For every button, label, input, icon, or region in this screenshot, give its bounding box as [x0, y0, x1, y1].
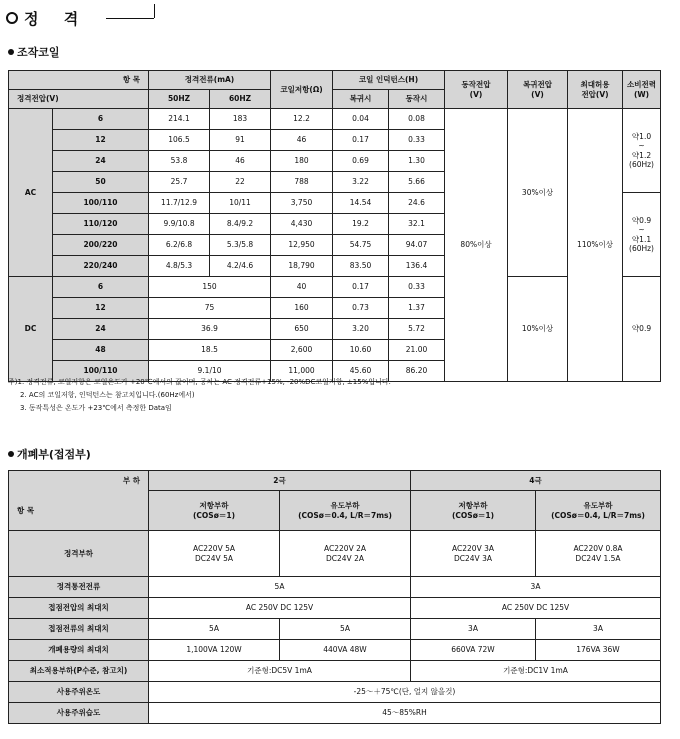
- page-header: [6, 4, 88, 32]
- max-contact-voltage-label: 접점전압의 최대치: [9, 598, 149, 619]
- pickup-voltage-value: 80%이상: [445, 109, 508, 382]
- dc-current-cell: 18.5: [149, 340, 271, 361]
- min-load-value: 기준형:DC5V 1mA: [149, 661, 411, 682]
- inductive-load-header: 유도부하 (COSø＝0.4, L/R＝7ms): [536, 491, 661, 531]
- note-line: 2. AC의 코일저항, 인덕턴스는 참고치입니다.(60Hz에서): [20, 391, 195, 399]
- current-50hz-cell: 4.8/5.3: [149, 256, 210, 277]
- resistance-cell: 650: [271, 319, 333, 340]
- resistance-cell: 4,430: [271, 214, 333, 235]
- rated-voltage-cell: 6: [53, 109, 149, 130]
- inductive-load-header: 유도부하 (COSø＝0.4, L/R＝7ms): [280, 491, 411, 531]
- max-capacity-value: 660VA 72W: [411, 640, 536, 661]
- current-60hz-cell: 46: [210, 151, 271, 172]
- resistive-load-header: 저항부하 (COSø＝1): [149, 491, 280, 531]
- rated-voltage-cell: 48: [53, 340, 149, 361]
- inductance-return-cell: 45.60: [333, 361, 389, 382]
- coil-section-heading: [8, 44, 60, 60]
- inductance-operate-cell: 5.66: [389, 172, 445, 193]
- resistance-cell: 18,790: [271, 256, 333, 277]
- inductance-return-cell: 0.73: [333, 298, 389, 319]
- current-60hz-cell: 8.4/9.2: [210, 214, 271, 235]
- max-contact-current-value: 3A: [411, 619, 536, 640]
- power-consumption-header: 소비전력 (W): [623, 71, 661, 109]
- title-underline: [106, 18, 154, 19]
- dc-group-label: DC: [9, 277, 53, 382]
- dc-current-cell: 9.1/10: [149, 361, 271, 382]
- carry-current-value: 5A: [149, 577, 411, 598]
- min-load-label: 최소적용부하(P수준, 참고치): [9, 661, 149, 682]
- current-50hz-cell: 214.1: [149, 109, 210, 130]
- ac-group-label: AC: [9, 109, 53, 277]
- hz60-header: 60HZ: [210, 90, 271, 109]
- inductance-return-cell: 10.60: [333, 340, 389, 361]
- coil-table: [8, 70, 661, 382]
- dropout-voltage-header: 복귀전압 (V): [508, 71, 568, 109]
- ambient-temp-value: -25～＋75℃(단, 얼지 않을것): [149, 682, 661, 703]
- pole4-header: 4극: [411, 471, 661, 491]
- inductance-operate-cell: 0.33: [389, 130, 445, 151]
- max-contact-voltage-value: AC 250V DC 125V: [411, 598, 661, 619]
- inductance-operate-cell: 0.08: [389, 109, 445, 130]
- resistance-cell: 788: [271, 172, 333, 193]
- ambient-humidity-label: 사용주위습도: [9, 703, 149, 724]
- resistance-cell: 3,750: [271, 193, 333, 214]
- inductance-operate-cell: 0.33: [389, 277, 445, 298]
- resistance-cell: 12.2: [271, 109, 333, 130]
- circle-bullet-icon: [6, 12, 18, 24]
- carry-current-value: 3A: [411, 577, 661, 598]
- resistance-cell: 12,950: [271, 235, 333, 256]
- inductance-return-cell: 14.54: [333, 193, 389, 214]
- inductance-operate-cell: 94.07: [389, 235, 445, 256]
- dropout-voltage-ac-value: 30%이상: [508, 109, 568, 277]
- max-capacity-value: 176VA 36W: [536, 640, 661, 661]
- dc-current-cell: 75: [149, 298, 271, 319]
- note-line: 주)1. 정격전류, 코일저항은 코일온도가 +20℃에서의 값이며, 공차는 AC 정격전류+15%, -20%DC코일저항, ±15%입니다.: [8, 378, 391, 386]
- rated-voltage-cell: 12: [53, 298, 149, 319]
- rated-voltage-cell: 24: [53, 151, 149, 172]
- rated-voltage-cell: 220/240: [53, 256, 149, 277]
- current-50hz-cell: 6.2/6.8: [149, 235, 210, 256]
- rated-current-header: 정격전류(mA): [149, 71, 271, 90]
- pole2-header: 2극: [149, 471, 411, 491]
- current-50hz-cell: 106.5: [149, 130, 210, 151]
- rated-voltage-cell: 100/110: [53, 361, 149, 382]
- power-dc-value: 약0.9: [623, 277, 661, 382]
- max-contact-current-value: 5A: [280, 619, 411, 640]
- return-state-header: 복귀시: [333, 90, 389, 109]
- bullet-icon: [8, 49, 14, 55]
- resistance-cell: 2,600: [271, 340, 333, 361]
- dc-current-cell: 150: [149, 277, 271, 298]
- current-60hz-cell: 91: [210, 130, 271, 151]
- inductance-operate-cell: 24.6: [389, 193, 445, 214]
- operate-state-header: 동작시: [389, 90, 445, 109]
- contact-section-title: 개폐부(접점부): [17, 448, 91, 461]
- inductance-return-cell: 3.22: [333, 172, 389, 193]
- current-60hz-cell: 22: [210, 172, 271, 193]
- pickup-voltage-header: 동작전압 (V): [445, 71, 508, 109]
- max-voltage-header: 최대허용 전압(V): [568, 71, 623, 109]
- note-line: 3. 동작특성은 온도가 +23℃에서 측정한 Data임: [20, 404, 172, 412]
- rated-voltage-cell: 100/110: [53, 193, 149, 214]
- inductance-operate-cell: 136.4: [389, 256, 445, 277]
- notes: [8, 376, 391, 415]
- resistance-cell: 40: [271, 277, 333, 298]
- max-capacity-value: 1,100VA 120W: [149, 640, 280, 661]
- contact-table: [8, 470, 661, 724]
- rated-load-label: 정격부하: [9, 531, 149, 577]
- coil-resistance-header: 코일저항(Ω): [271, 71, 333, 109]
- table-row: [9, 109, 661, 130]
- rated-load-value: AC220V 3A DC24V 3A: [411, 531, 536, 577]
- power-ac-value: 약0.9 ~ 약1.1 (60Hz): [623, 193, 661, 277]
- max-capacity-label: 개폐용량의 최대치: [9, 640, 149, 661]
- dropout-voltage-dc-value: 10%이상: [508, 277, 568, 382]
- max-voltage-value: 110%이상: [568, 109, 623, 382]
- inductance-return-cell: 0.17: [333, 130, 389, 151]
- resistive-load-header: 저항부하 (COSø＝1): [411, 491, 536, 531]
- inductance-return-cell: 83.50: [333, 256, 389, 277]
- rated-voltage-cell: 200/220: [53, 235, 149, 256]
- coil-section-title: 조작코일: [17, 46, 60, 59]
- inductance-operate-cell: 1.37: [389, 298, 445, 319]
- current-60hz-cell: 5.3/5.8: [210, 235, 271, 256]
- bullet-icon: [8, 451, 14, 457]
- rated-voltage-cell: 50: [53, 172, 149, 193]
- rated-load-value: AC220V 5A DC24V 5A: [149, 531, 280, 577]
- rated-voltage-cell: 6: [53, 277, 149, 298]
- current-60hz-cell: 183: [210, 109, 271, 130]
- inductance-return-cell: 19.2: [333, 214, 389, 235]
- rated-voltage-header: 정격전압(V): [9, 90, 149, 109]
- power-ac-value: 약1.0 ~ 약1.2 (60Hz): [623, 109, 661, 193]
- hz50-header: 50HZ: [149, 90, 210, 109]
- rated-voltage-cell: 24: [53, 319, 149, 340]
- current-60hz-cell: 4.2/4.6: [210, 256, 271, 277]
- dc-current-cell: 36.9: [149, 319, 271, 340]
- inductance-return-cell: 54.75: [333, 235, 389, 256]
- rated-voltage-cell: 12: [53, 130, 149, 151]
- inductance-return-cell: 0.69: [333, 151, 389, 172]
- table-row: [9, 277, 661, 298]
- max-contact-voltage-value: AC 250V DC 125V: [149, 598, 411, 619]
- coil-item-header: 항 목: [9, 71, 149, 90]
- rated-load-value: AC220V 0.8A DC24V 1.5A: [536, 531, 661, 577]
- current-50hz-cell: 11.7/12.9: [149, 193, 210, 214]
- carry-current-label: 정격통전전류: [9, 577, 149, 598]
- max-capacity-value: 440VA 48W: [280, 640, 411, 661]
- current-50hz-cell: 9.9/10.8: [149, 214, 210, 235]
- inductance-operate-cell: 1.30: [389, 151, 445, 172]
- inductance-operate-cell: 86.20: [389, 361, 445, 382]
- inductance-operate-cell: 32.1: [389, 214, 445, 235]
- rated-voltage-cell: 110/120: [53, 214, 149, 235]
- page-title: 정 격: [24, 9, 89, 28]
- max-contact-current-value: 3A: [536, 619, 661, 640]
- resistance-cell: 180: [271, 151, 333, 172]
- contact-section-heading: [8, 446, 91, 462]
- load-header: 부 하: [9, 471, 149, 491]
- inductance-return-cell: 0.04: [333, 109, 389, 130]
- max-contact-current-value: 5A: [149, 619, 280, 640]
- min-load-value: 기준형:DC1V 1mA: [411, 661, 661, 682]
- resistance-cell: 11,000: [271, 361, 333, 382]
- inductance-return-cell: 0.17: [333, 277, 389, 298]
- coil-inductance-header: 코일 인덕턴스(H): [333, 71, 445, 90]
- current-50hz-cell: 25.7: [149, 172, 210, 193]
- current-50hz-cell: 53.8: [149, 151, 210, 172]
- resistance-cell: 46: [271, 130, 333, 151]
- resistance-cell: 160: [271, 298, 333, 319]
- ambient-humidity-value: 45～85%RH: [149, 703, 661, 724]
- current-60hz-cell: 10/11: [210, 193, 271, 214]
- rated-load-value: AC220V 2A DC24V 2A: [280, 531, 411, 577]
- inductance-operate-cell: 5.72: [389, 319, 445, 340]
- contact-item-header: 항 목: [9, 491, 149, 531]
- ambient-temp-label: 사용주위온도: [9, 682, 149, 703]
- inductance-return-cell: 3.20: [333, 319, 389, 340]
- inductance-operate-cell: 21.00: [389, 340, 445, 361]
- max-contact-current-label: 접점전류의 최대치: [9, 619, 149, 640]
